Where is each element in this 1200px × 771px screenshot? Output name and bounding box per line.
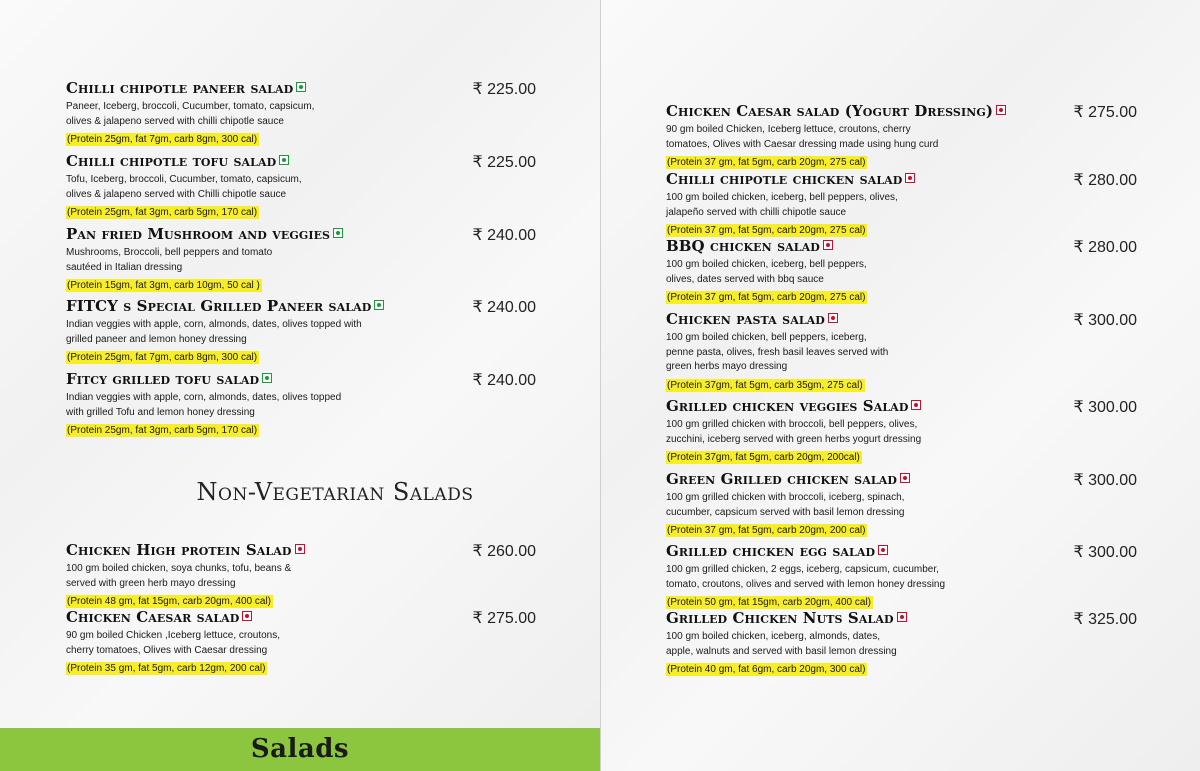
menu-item: [66, 297, 536, 365]
item-price: ₹ 300.00: [1073, 399, 1137, 416]
item-name: Green Grilled chicken salad: [666, 470, 897, 488]
veg-mark-icon: [262, 373, 272, 383]
footer-title: Salads: [250, 734, 350, 764]
menu-item: [666, 310, 1137, 393]
item-name: Chicken High protein Salad: [66, 541, 292, 559]
item-name: BBQ chicken salad: [666, 237, 820, 255]
item-price: ₹ 275.00: [472, 610, 536, 627]
item-description: Tofu, Iceberg, broccoli, Cucumber, tomato, capsicum, olives & jalapeno served with Chilli chipotle sauce: [66, 174, 302, 200]
item-description: 100 gm boiled chicken, iceberg, bell peppers, olives, jalapeño served with chilli chipotle sauce: [666, 192, 898, 218]
item-description: 100 gm boiled chicken, bell peppers, iceberg, penne pasta, olives, fresh basil leaves served with green herbs mayo dressing: [666, 332, 889, 372]
right-menu-page: [601, 0, 1200, 771]
nonveg-mark-icon: [823, 240, 833, 250]
item-description: 90 gm boiled Chicken, Iceberg lettuce, croutons, cherry tomatoes, Olives with Caesar dressing made using hung curd: [666, 124, 939, 150]
nonveg-mark-icon: [897, 612, 907, 622]
veg-mark-icon: [374, 300, 384, 310]
nutrition-info: (Protein 37 gm, fat 5gm, carb 20gm, 275 cal): [667, 225, 866, 236]
item-price: ₹ 280.00: [1073, 239, 1137, 256]
item-price: ₹ 300.00: [1073, 544, 1137, 561]
nutrition-info: (Protein 37 gm, fat 5gm, carb 20gm, 275 cal): [667, 157, 866, 168]
item-price: ₹ 240.00: [472, 227, 536, 244]
item-price: ₹ 300.00: [1073, 472, 1137, 489]
nutrition-info: (Protein 15gm, fat 3gm, carb 10gm, 50 cal ): [67, 280, 260, 291]
nutrition-info: (Protein 25gm, fat 7gm, carb 8gm, 300 cal): [67, 352, 258, 363]
nonveg-mark-icon: [911, 400, 921, 410]
item-price: ₹ 225.00: [472, 81, 536, 98]
nutrition-info: (Protein 48 gm, fat 15gm, carb 20gm, 400 cal): [67, 596, 271, 607]
item-description: Indian veggies with apple, corn, almonds, dates, olives topped with grilled Tofu and lemon honey dressing: [66, 392, 342, 418]
item-name: Chilli chipotle tofu salad: [66, 152, 277, 170]
nonveg-mark-icon: [900, 473, 910, 483]
menu-item: [66, 541, 536, 609]
nutrition-info: (Protein 35 gm, fat 5gm, carb 12gm, 200 cal): [67, 663, 266, 674]
item-name: Chicken pasta salad: [666, 310, 825, 328]
item-name: Grilled chicken egg salad: [666, 542, 876, 560]
item-price: ₹ 240.00: [472, 299, 536, 316]
item-description: Indian veggies with apple, corn, almonds, dates, olives topped with grilled paneer and lemon honey dressing: [66, 319, 362, 345]
item-name: Pan fried Mushroom and veggies: [66, 225, 331, 243]
nonveg-mark-icon: [996, 105, 1006, 115]
menu-item: [66, 225, 536, 293]
item-price: ₹ 240.00: [472, 372, 536, 389]
footer-band: [0, 728, 600, 771]
nonveg-mark-icon: [878, 545, 888, 555]
menu-item: [666, 542, 1137, 610]
menu-item: [66, 79, 536, 147]
nonveg-mark-icon: [242, 611, 252, 621]
nutrition-info: (Protein 25gm, fat 3gm, carb 5gm, 170 cal): [67, 425, 258, 436]
item-description: 90 gm boiled Chicken ,Iceberg lettuce, croutons, cherry tomatoes, Olives with Caesar dressing: [66, 630, 281, 656]
nonveg-mark-icon: [295, 544, 305, 554]
item-description: Mushrooms, Broccoli, bell peppers and tomato sautéed in Italian dressing: [66, 247, 273, 273]
menu-item: [666, 237, 1137, 305]
nutrition-info: (Protein 37 gm, fat 5gm, carb 20gm, 200 cal): [667, 525, 866, 536]
menu-item: [66, 608, 536, 676]
item-price: ₹ 280.00: [1073, 172, 1137, 189]
item-price: ₹ 325.00: [1073, 611, 1137, 628]
nutrition-info: (Protein 37gm, fat 5gm, carb 20gm, 200cal): [667, 452, 860, 463]
nutrition-info: (Protein 50 gm, fat 15gm, carb 20gm, 400 cal): [667, 597, 871, 608]
menu-item: [666, 170, 1137, 238]
veg-mark-icon: [279, 155, 289, 165]
menu-item: [666, 102, 1137, 170]
nutrition-info: (Protein 37gm, fat 5gm, carb 35gm, 275 cal): [667, 379, 863, 391]
nutrition-info: (Protein 25gm, fat 7gm, carb 8gm, 300 cal): [67, 134, 258, 145]
item-name: Chilli chipotle paneer salad: [66, 79, 294, 97]
item-name: Chicken Caesar salad (Yogurt Dressing): [666, 102, 994, 120]
menu-item: [666, 397, 1137, 465]
item-description: 100 gm boiled chicken, iceberg, almonds, dates, apple, walnuts and served with basil lemon dressing: [666, 631, 897, 657]
menu-item: [666, 470, 1137, 538]
section-heading: Non-Vegetarian Salads: [196, 478, 474, 506]
item-name: FITCY s Special Grilled Paneer salad: [66, 297, 372, 315]
item-price: ₹ 275.00: [1073, 104, 1137, 121]
item-name: Grilled chicken veggies Salad: [666, 397, 909, 415]
item-description: Paneer, Iceberg, broccoli, Cucumber, tomato, capsicum, olives & jalapeno served with chilli chipotle sauce: [66, 101, 315, 127]
nutrition-info: (Protein 40 gm, fat 6gm, carb 20gm, 300 cal): [667, 664, 866, 675]
item-name: Grilled Chicken Nuts Salad: [666, 609, 894, 627]
item-name: Chicken Caesar salad: [66, 608, 240, 626]
nonveg-mark-icon: [905, 173, 915, 183]
item-name: Fitcy grilled tofu salad: [66, 370, 260, 388]
menu-item: [66, 152, 536, 220]
veg-mark-icon: [333, 228, 343, 238]
item-price: ₹ 260.00: [472, 543, 536, 560]
item-price: ₹ 225.00: [472, 154, 536, 171]
item-price: ₹ 300.00: [1073, 312, 1137, 329]
menu-item: [66, 370, 536, 438]
menu-item: [666, 609, 1137, 677]
item-description: 100 gm boiled chicken, iceberg, bell peppers, olives, dates served with bbq sauce: [666, 259, 867, 285]
veg-mark-icon: [296, 82, 306, 92]
item-description: 100 gm boiled chicken, soya chunks, tofu, beans & served with green herb mayo dressing: [66, 563, 292, 589]
nutrition-info: (Protein 37 gm, fat 5gm, carb 20gm, 275 cal): [667, 292, 866, 303]
item-description: 100 gm grilled chicken, 2 eggs, iceberg, capsicum, cucumber, tomato, croutons, olives and served with lemon honey dressing: [666, 564, 946, 590]
item-description: 100 gm grilled chicken with broccoli, iceberg, spinach, cucumber, capsicum served with basil lemon dressing: [666, 492, 905, 518]
item-name: Chilli chipotle chicken salad: [666, 170, 903, 188]
nonveg-mark-icon: [828, 313, 838, 323]
item-description: 100 gm grilled chicken with broccoli, bell peppers, olives, zucchini, iceberg served with green herbs yogurt dressing: [666, 419, 922, 445]
nutrition-info: (Protein 25gm, fat 3gm, carb 5gm, 170 cal): [67, 207, 258, 218]
